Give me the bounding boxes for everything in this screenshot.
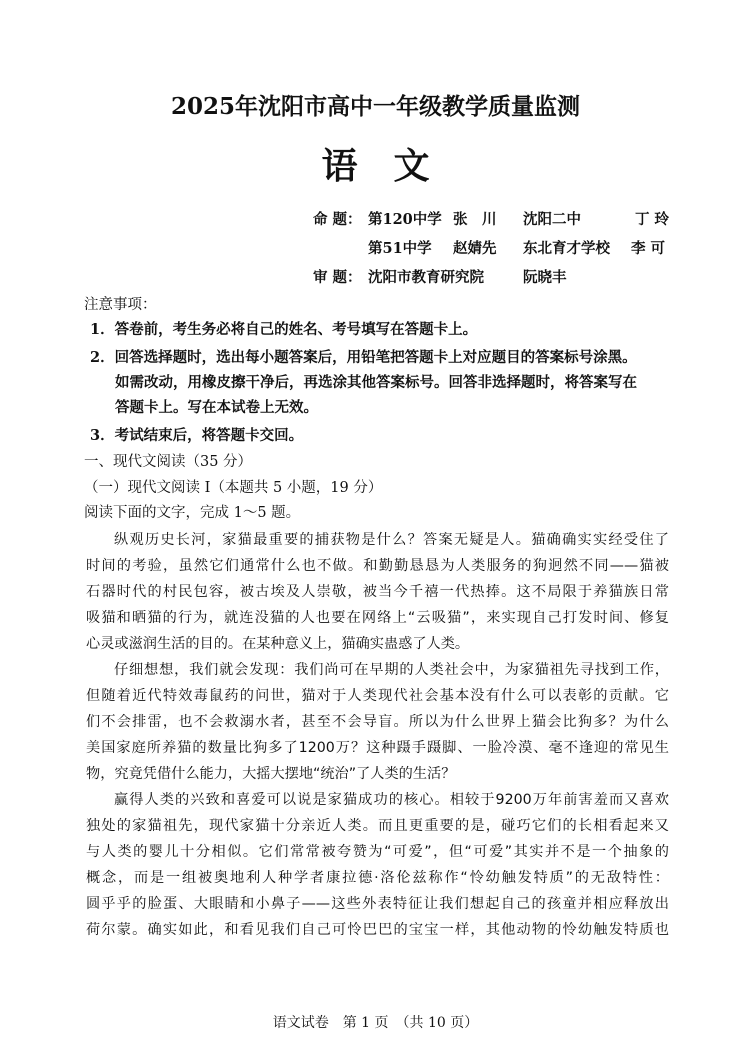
page-footer: 语文试卷 第 1 页 （共 10 页） [272,1015,479,1031]
text-line: 物，究竟凭借什么能力，大摇大摆地“统治”了人类的生活？ [86,766,456,782]
note-item-2-cont2: 答题卡上。写在本试卷上无效。 [115,399,318,416]
text-line: 心灵或滋润生活的目的。在某种意义上，猫确实蛊惑了人类。 [86,636,470,652]
text-line: 吸猫和晒猫的行为，就连没猫的人也要在网络上“云吸猫”，来实现自己打发时间、修复 [86,610,669,626]
reviewer-name: 阮晓丰 [523,269,567,286]
subsection-heading: （一）现代文阅读 I（本题共 5 小题，19 分） [84,480,383,496]
passage-paragraph-2 [86,657,669,787]
author-school-1: 第120中学 [368,211,442,228]
note-item-1: 1．答卷前，考生务必将自己的姓名、考号填写在答题卡上。 [90,321,478,338]
text-line: 石器时代的村民包容，被古埃及人崇敬，被当今千禧一代热捧。这不局限于养猫族日常 [86,584,669,600]
text-line: 们不会排雷，也不会救溺水者，甚至不会导盲。所以为什么世界上猫会比狗多？为什么 [86,714,669,730]
subject-title: 语文 [321,145,466,187]
author-name-2: 丁 玲 [635,211,670,228]
proposers-label: 命 题： [313,211,362,228]
section-heading: 一、现代文阅读（35 分） [84,454,253,470]
note-item-3: 3．考试结束后，将答题卡交回。 [90,427,304,444]
text-line: 但随着近代特效毒鼠药的问世，猫对于人类现代社会基本没有什么可以表彰的贡献。它 [86,688,669,704]
author-school-3: 第51中学 [368,240,432,257]
reviewer-org: 沈阳市教育研究院 [368,269,484,286]
text-line: 与人类的婴儿十分相似。它们常常被夸赞为“可爱”，但“可爱”其实并不是一个抽象的 [86,844,669,860]
reviewers-label: 审 题： [313,269,362,286]
author-name-1: 张 川 [453,211,497,228]
author-school-4: 东北育才学校 [523,240,610,257]
text-line: 美国家庭所养猫的数量比狗多了1200万？这种蹑手蹑脚、一脸冷漠、毫不逢迎的常见生 [86,740,669,756]
text-line: 纵观历史长河，家猫最重要的捕获物是什么？答案无疑是人。猫确确实实经受住了 [114,532,669,548]
text-line: 赢得人类的兴致和喜爱可以说是家猫成功的核心。相较于9200万年前害羞而又喜欢 [114,792,669,808]
author-name-3: 赵婧先 [453,240,497,257]
note-item-2: 2．回答选择题时，选出每小题答案后，用铅笔把答题卡上对应题目的答案标号涂黑。 [90,349,637,366]
reading-instruction: 阅读下面的文字，完成 1～5 题。 [84,505,301,521]
note-item-2-cont: 如需改动，用橡皮擦干净后，再选涂其他答案标号。回答非选择题时，将答案写在 [115,374,637,391]
text-line: 概念，而是一组被奥地利人种学者康拉德·洛伦兹称作“怜幼触发特质”的无敌特性： [86,870,669,886]
text-line: 独处的家猫祖先，现代家猫十分亲近人类。而且更重要的是，碰巧它们的长相看起来又 [86,818,669,834]
text-line: 时间的考验，虽然它们通常什么也不做。和勤勤恳恳为人类服务的狗迥然不同——猫被 [86,558,669,574]
author-name-4: 李 可 [631,240,666,257]
author-school-2: 沈阳二中 [523,211,581,228]
text-line: 仔细想想，我们就会发现：我们尚可在早期的人类社会中，为家猫祖先寻找到工作， [114,662,669,678]
passage-paragraph-3 [86,787,669,943]
passage-paragraph-1 [86,527,669,657]
exam-title: 2025年沈阳市高中一年级教学质量监测 [170,93,580,120]
text-line: 荷尔蒙。确实如此，和看见我们自己可怜巴巴的宝宝一样，其他动物的怜幼触发特质也 [86,922,669,938]
text-line: 圆乎乎的脸蛋、大眼睛和小鼻子——这些外表特征让我们想起自己的孩童并相应释放出 [86,896,669,912]
notes-heading: 注意事项： [84,297,157,313]
